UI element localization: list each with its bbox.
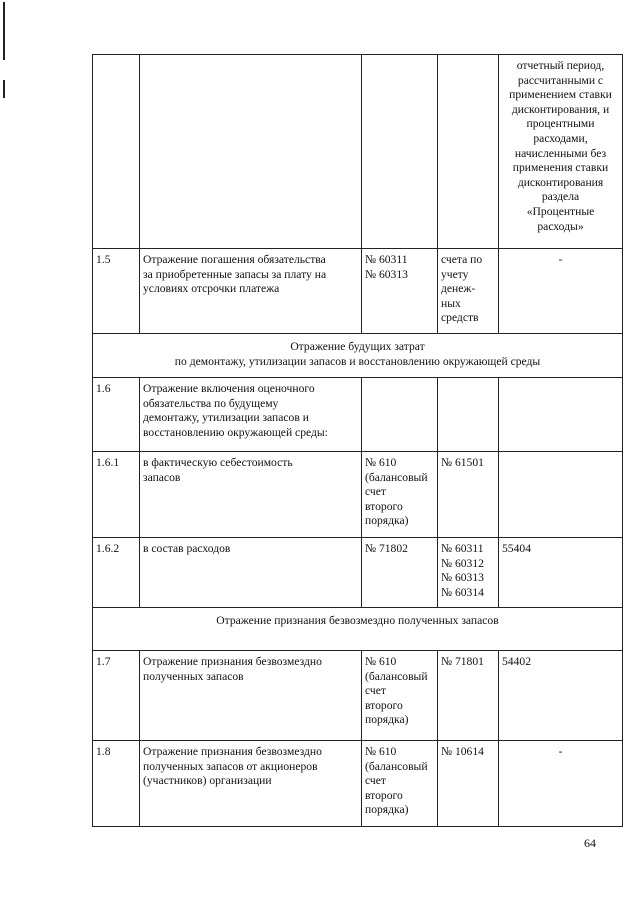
cell-num: 1.8 [93, 741, 140, 827]
cell-credit: № 10614 [438, 741, 499, 827]
section-header-row [93, 608, 623, 651]
cell-credit [438, 55, 499, 249]
cell-debit: № 610 (балансовый счет второго порядка) [362, 452, 438, 538]
cell-symbol: 55404 [499, 538, 623, 608]
cell-symbol: - [499, 741, 623, 827]
cell-debit [362, 55, 438, 249]
table-row [93, 651, 623, 741]
cell-debit: № 71802 [362, 538, 438, 608]
cell-debit [362, 378, 438, 452]
cell-credit: № 71801 [438, 651, 499, 741]
cell-num: 1.7 [93, 651, 140, 741]
cell-desc: Отражение погашения обязательства за приобретенные запасы за плату на условиях отсрочки платежа [140, 249, 362, 334]
cell-debit: № 610 (балансовый счет второго порядка) [362, 741, 438, 827]
cell-num: 1.5 [93, 249, 140, 334]
table-row [93, 538, 623, 608]
accounting-entries-table [92, 54, 623, 827]
cell-num: 1.6 [93, 378, 140, 452]
cell-symbol: отчетный период, рассчитанными с применением ставки дисконтирования, и процентными расходами, начисленными без применения ставки дисконтирования раздела «Процентные расходы» [499, 55, 623, 249]
cell-desc: Отражение признания безвозмездно полученных запасов от акционеров (участников) организации [140, 741, 362, 827]
table-row [93, 452, 623, 538]
cell-symbol: 54402 [499, 651, 623, 741]
cell-num: 1.6.2 [93, 538, 140, 608]
cell-desc: Отражение признания безвозмездно полученных запасов [140, 651, 362, 741]
section-title: Отражение признания безвозмездно полученных запасов [93, 608, 623, 651]
cell-desc: в фактическую себестоимость запасов [140, 452, 362, 538]
cell-credit: № 60311 № 60312 № 60313 № 60314 [438, 538, 499, 608]
cell-symbol [499, 452, 623, 538]
cell-desc [140, 55, 362, 249]
page-number: 64 [584, 836, 596, 850]
section-header-row [93, 334, 623, 378]
table-row [93, 55, 623, 249]
scan-edge-mark [3, 80, 5, 98]
cell-credit: № 61501 [438, 452, 499, 538]
cell-credit [438, 378, 499, 452]
table-row [93, 249, 623, 334]
cell-symbol [499, 378, 623, 452]
cell-debit: № 610 (балансовый счет второго порядка) [362, 651, 438, 741]
cell-num: 1.6.1 [93, 452, 140, 538]
cell-num [93, 55, 140, 249]
table-row [93, 378, 623, 452]
cell-desc: в состав расходов [140, 538, 362, 608]
scan-edge-mark [3, 2, 5, 60]
section-title: Отражение будущих затрат по демонтажу, утилизации запасов и восстановлению окружающей среды [93, 334, 623, 378]
cell-desc: Отражение включения оценочного обязательства по будущему демонтажу, утилизации запасов и восстановлению окружающей среды: [140, 378, 362, 452]
cell-debit: № 60311 № 60313 [362, 249, 438, 334]
cell-credit: счета по учету денеж- ных средств [438, 249, 499, 334]
document-page [92, 54, 622, 827]
table-row [93, 741, 623, 827]
cell-symbol: - [499, 249, 623, 334]
